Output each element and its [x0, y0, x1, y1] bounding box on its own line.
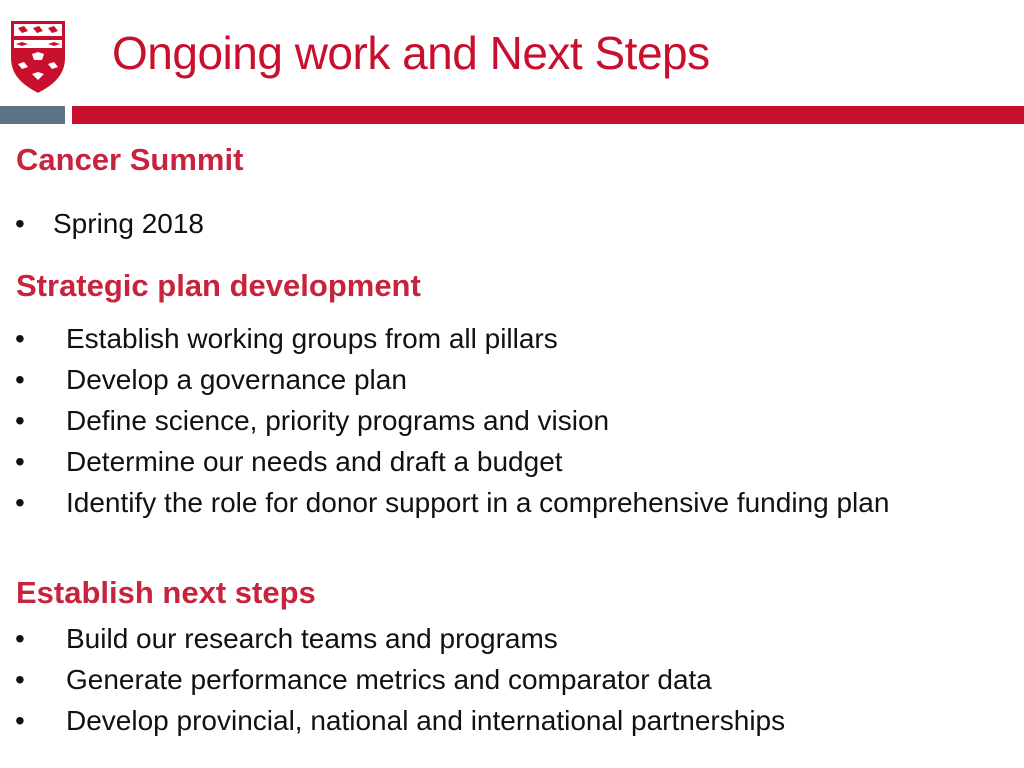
- list-item: • Spring 2018: [0, 203, 204, 244]
- list-item: • Determine our needs and draft a budget: [0, 441, 889, 482]
- list-item: • Establish working groups from all pillars: [0, 318, 889, 359]
- list-item: • Develop a governance plan: [0, 359, 889, 400]
- section-heading-cancer-summit: Cancer Summit: [16, 142, 244, 177]
- list-item: • Define science, priority programs and vision: [0, 400, 889, 441]
- section-heading-strategic-plan: Strategic plan development: [16, 268, 421, 303]
- header-bar-grey: [0, 106, 65, 124]
- cancer-summit-list: [0, 203, 204, 244]
- list-item: • Build our research teams and programs: [0, 618, 785, 659]
- list-item: • Generate performance metrics and comparator data: [0, 659, 785, 700]
- list-item: • Identify the role for donor support in a comprehensive funding plan: [0, 482, 889, 523]
- crest-logo-icon: [8, 18, 68, 96]
- next-steps-list: [0, 618, 785, 741]
- section-heading-next-steps: Establish next steps: [16, 575, 316, 610]
- list-item: • Develop provincial, national and international partnerships: [0, 700, 785, 741]
- slide-title: Ongoing work and Next Steps: [112, 27, 710, 79]
- strategic-plan-list: [0, 318, 889, 523]
- header-bar-red: [72, 106, 1024, 124]
